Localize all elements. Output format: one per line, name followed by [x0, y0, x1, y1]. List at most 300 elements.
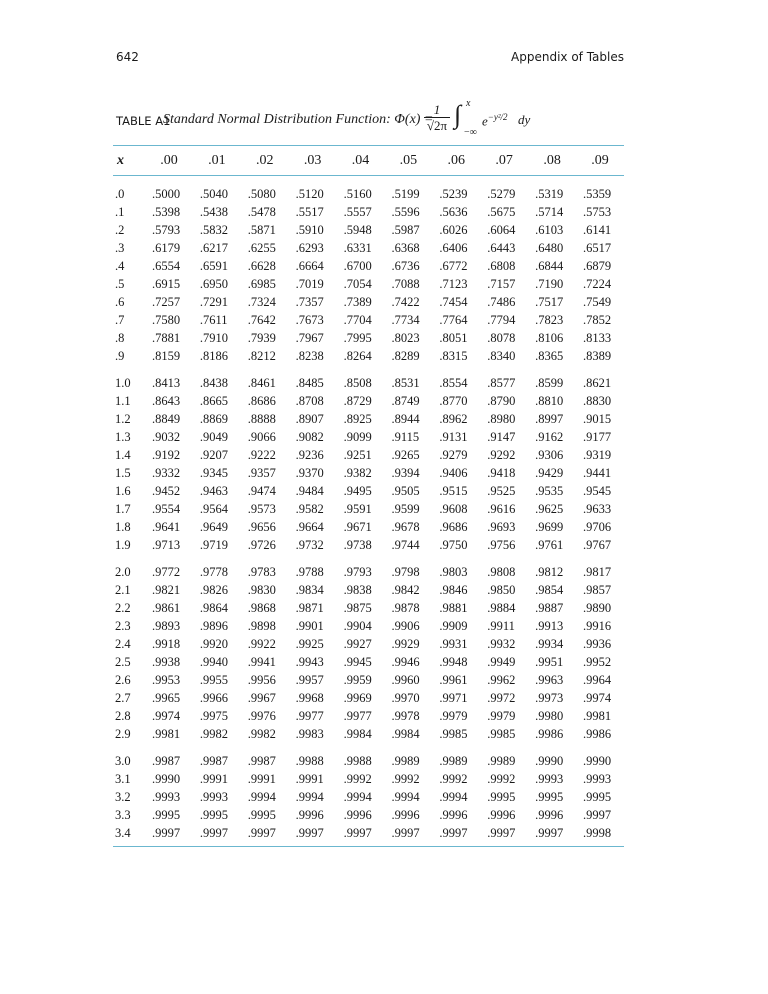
phi-value-cell: .9772 — [152, 565, 181, 579]
table-row — [113, 788, 624, 806]
x-value-cell: .2 — [115, 223, 125, 237]
phi-value-cell: .8389 — [583, 349, 612, 363]
phi-value-cell: .9744 — [391, 538, 420, 552]
phi-value-cell: .9906 — [391, 619, 420, 633]
x-value-cell: 3.2 — [115, 790, 131, 804]
phi-value-cell: .7088 — [391, 277, 420, 291]
integrand-base: e — [482, 113, 488, 129]
phi-value-cell: .8849 — [152, 412, 181, 426]
phi-value-cell: .9995 — [247, 808, 276, 822]
phi-value-cell: .7422 — [391, 295, 420, 309]
x-value-cell: .5 — [115, 277, 125, 291]
phi-value-cell: .9147 — [487, 430, 516, 444]
phi-value-cell: .5319 — [535, 187, 564, 201]
phi-value-cell: .9992 — [391, 772, 420, 786]
phi-value-cell: .9989 — [487, 754, 516, 768]
phi-value-cell: .9726 — [247, 538, 276, 552]
phi-value-cell: .6772 — [439, 259, 468, 273]
phi-value-cell: .9591 — [343, 502, 372, 516]
phi-value-cell: .7580 — [152, 313, 181, 327]
phi-value-cell: .6331 — [343, 241, 372, 255]
phi-value-cell: .8997 — [535, 412, 564, 426]
column-header: .02 — [241, 146, 289, 176]
phi-value-cell: .7157 — [487, 277, 516, 291]
phi-value-cell: .9956 — [247, 673, 276, 687]
phi-value-cell: .9793 — [343, 565, 372, 579]
column-header: .01 — [193, 146, 241, 176]
phi-value-cell: .9641 — [152, 520, 181, 534]
phi-value-cell: .6517 — [583, 241, 612, 255]
phi-value-cell: .6103 — [535, 223, 564, 237]
phi-value-cell: .9564 — [199, 502, 229, 516]
phi-value-cell: .9699 — [535, 520, 564, 534]
phi-value-cell: .9994 — [391, 790, 420, 804]
table-row — [113, 428, 624, 446]
phi-value-cell: .9995 — [583, 790, 612, 804]
phi-value-cell: .9997 — [289, 824, 337, 847]
phi-value-cell: .6591 — [199, 259, 229, 273]
column-header: .05 — [384, 146, 432, 176]
phi-value-cell: .9987 — [152, 754, 181, 768]
phi-value-cell: .9370 — [295, 466, 324, 480]
phi-value-cell: .7995 — [343, 331, 372, 345]
phi-value-cell: .9798 — [391, 565, 420, 579]
phi-value-cell: .8264 — [343, 349, 372, 363]
phi-value-cell: .9406 — [439, 466, 468, 480]
x-value-cell: 1.0 — [115, 376, 131, 390]
x-value-cell: .4 — [115, 259, 125, 273]
table-label: TABLE A1 — [116, 114, 171, 128]
column-header: .03 — [289, 146, 337, 176]
phi-value-cell: .9977 — [295, 709, 324, 723]
phi-value-cell: .9986 — [535, 727, 564, 741]
phi-value-cell: .7454 — [439, 295, 468, 309]
phi-value-cell: .9474 — [247, 484, 276, 498]
table-row — [113, 446, 624, 464]
phi-value-cell: .9783 — [247, 565, 276, 579]
phi-value-cell: .9656 — [247, 520, 276, 534]
phi-value-cell: .9394 — [391, 466, 420, 480]
phi-value-cell: .9803 — [439, 565, 468, 579]
phi-value-cell: .9678 — [391, 520, 420, 534]
phi-value-cell: .8790 — [487, 394, 516, 408]
phi-value-cell: .8980 — [487, 412, 516, 426]
phi-value-cell: .9998 — [576, 824, 624, 847]
phi-value-cell: .9995 — [487, 790, 516, 804]
table-row — [113, 464, 624, 482]
phi-value-cell: .8643 — [152, 394, 181, 408]
phi-value-cell: .9991 — [295, 772, 324, 786]
phi-value-cell: .5279 — [487, 187, 516, 201]
x-value-cell: 2.7 — [115, 691, 131, 705]
x-value-cell: 2.3 — [115, 619, 131, 633]
phi-value-cell: .9345 — [199, 466, 229, 480]
phi-value-cell: .8365 — [535, 349, 564, 363]
phi-value-cell: .7881 — [152, 331, 181, 345]
phi-value-cell: .7291 — [199, 295, 229, 309]
phi-value-cell: .9599 — [391, 502, 420, 516]
phi-value-cell: .7549 — [583, 295, 612, 309]
x-value-cell: .8 — [115, 331, 125, 345]
phi-value-cell: .5398 — [152, 205, 181, 219]
phi-value-cell: .9671 — [343, 520, 372, 534]
phi-value-cell: .7794 — [487, 313, 516, 327]
phi-value-cell: .9864 — [199, 601, 229, 615]
phi-value-cell: .6443 — [487, 241, 516, 255]
phi-value-cell: .8621 — [583, 376, 612, 390]
phi-value-cell: .9319 — [583, 448, 612, 462]
phi-value-cell: .9996 — [343, 808, 372, 822]
phi-value-cell: .9357 — [247, 466, 276, 480]
phi-value-cell: .7704 — [343, 313, 372, 327]
phi-value-cell: .9582 — [295, 502, 324, 516]
phi-value-cell: .9032 — [152, 430, 181, 444]
phi-value-cell: .9972 — [487, 691, 516, 705]
phi-value-cell: .6700 — [343, 259, 372, 273]
phi-value-cell: .5438 — [199, 205, 229, 219]
phi-value-cell: .9952 — [583, 655, 612, 669]
table-row — [113, 671, 624, 689]
table-row — [113, 554, 624, 581]
table-row — [113, 221, 624, 239]
phi-value-cell: .9279 — [439, 448, 468, 462]
phi-value-cell: .9868 — [247, 601, 276, 615]
phi-value-cell: .9931 — [439, 637, 468, 651]
x-value-cell: .6 — [115, 295, 125, 309]
phi-value-cell: .9505 — [391, 484, 420, 498]
phi-value-cell: .9932 — [487, 637, 516, 651]
phi-value-cell: .6293 — [295, 241, 324, 255]
phi-value-cell: .8665 — [199, 394, 229, 408]
phi-value-cell: .9441 — [583, 466, 612, 480]
phi-value-cell: .9719 — [199, 538, 229, 552]
phi-value-cell: .9222 — [247, 448, 276, 462]
phi-value-cell: .9429 — [535, 466, 564, 480]
table-caption — [116, 98, 636, 142]
phi-value-cell: .9881 — [439, 601, 468, 615]
phi-value-cell: .8599 — [535, 376, 564, 390]
phi-value-cell: .8531 — [391, 376, 420, 390]
page-number: 642 — [116, 50, 139, 64]
phi-value-cell: .5871 — [247, 223, 276, 237]
formula-numerator: 1 — [433, 102, 441, 117]
phi-value-cell: .9788 — [295, 565, 324, 579]
phi-value-cell: .9967 — [247, 691, 276, 705]
phi-value-cell: .9918 — [152, 637, 181, 651]
x-value-cell: 2.9 — [115, 727, 131, 741]
phi-value-cell: .9251 — [343, 448, 372, 462]
phi-value-cell: .6844 — [535, 259, 564, 273]
phi-value-cell: .8051 — [439, 331, 468, 345]
phi-value-cell: .5120 — [295, 187, 324, 201]
phi-value-cell: .9834 — [295, 583, 324, 597]
phi-value-cell: .9993 — [152, 790, 181, 804]
table-row — [113, 581, 624, 599]
phi-value-cell: .9997 — [384, 824, 432, 847]
phi-value-cell: .9988 — [295, 754, 324, 768]
phi-value-cell: .9756 — [487, 538, 516, 552]
phi-value-cell: .9996 — [295, 808, 324, 822]
x-value-cell: 1.7 — [115, 502, 131, 516]
phi-value-cell: .8315 — [439, 349, 468, 363]
x-value-cell: 1.4 — [115, 448, 131, 462]
phi-value-cell: .5199 — [391, 187, 420, 201]
phi-value-cell: .9980 — [535, 709, 564, 723]
phi-value-cell: .9850 — [487, 583, 516, 597]
table-row — [113, 824, 624, 847]
phi-value-cell: .9990 — [152, 772, 181, 786]
table-row — [113, 518, 624, 536]
phi-value-cell: .9767 — [583, 538, 612, 552]
x-value-cell: 1.3 — [115, 430, 131, 444]
table-row — [113, 770, 624, 788]
phi-value-cell: .8485 — [295, 376, 324, 390]
phi-value-cell: .9913 — [535, 619, 564, 633]
phi-value-cell: .5517 — [295, 205, 324, 219]
table-row — [113, 365, 624, 392]
table-body — [113, 176, 624, 847]
phi-value-cell: .8962 — [439, 412, 468, 426]
formula-fraction — [424, 102, 450, 134]
phi-value-cell: .6736 — [391, 259, 420, 273]
phi-value-cell: .9131 — [439, 430, 468, 444]
phi-value-cell: .9265 — [391, 448, 420, 462]
x-value-cell: 3.3 — [115, 808, 131, 822]
phi-value-cell: .9292 — [487, 448, 516, 462]
phi-value-cell: .9964 — [583, 673, 612, 687]
phi-value-cell: .9616 — [487, 502, 516, 516]
phi-value-cell: .9993 — [535, 772, 564, 786]
phi-value-cell: .5596 — [391, 205, 420, 219]
phi-value-cell: .9535 — [535, 484, 564, 498]
phi-value-cell: .7190 — [535, 277, 564, 291]
phi-value-cell: .9997 — [241, 824, 289, 847]
phi-value-cell: .7734 — [391, 313, 420, 327]
phi-value-cell: .7357 — [295, 295, 324, 309]
phi-value-cell: .9996 — [487, 808, 516, 822]
phi-value-cell: .9573 — [247, 502, 276, 516]
x-value-cell: 2.2 — [115, 601, 131, 615]
phi-value-cell: .5636 — [439, 205, 468, 219]
phi-value-cell: .9996 — [439, 808, 468, 822]
phi-value-cell: .9997 — [193, 824, 241, 847]
phi-value-cell: .5753 — [583, 205, 612, 219]
phi-value-cell: .6255 — [247, 241, 276, 255]
phi-value-cell: .9115 — [391, 430, 420, 444]
phi-value-cell: .7486 — [487, 295, 516, 309]
phi-value-cell: .9997 — [337, 824, 385, 847]
x-value-cell: 2.1 — [115, 583, 131, 597]
phi-value-cell: .9959 — [343, 673, 372, 687]
phi-value-cell: .7823 — [535, 313, 564, 327]
phi-value-cell: .6368 — [391, 241, 420, 255]
phi-value-cell: .9495 — [343, 484, 372, 498]
table-row — [113, 482, 624, 500]
table-row — [113, 725, 624, 743]
table-row — [113, 410, 624, 428]
phi-value-cell: .5714 — [535, 205, 564, 219]
x-value-cell: .0 — [115, 187, 125, 201]
column-header: .08 — [528, 146, 576, 176]
phi-value-cell: .5000 — [152, 187, 181, 201]
phi-value-cell: .9973 — [535, 691, 564, 705]
phi-value-cell: .9974 — [152, 709, 181, 723]
phi-value-cell: .9916 — [583, 619, 612, 633]
phi-value-cell: .9945 — [343, 655, 372, 669]
phi-value-cell: .9997 — [145, 824, 193, 847]
phi-value-cell: .9162 — [535, 430, 564, 444]
phi-value-cell: .9966 — [199, 691, 229, 705]
phi-value-cell: .9991 — [199, 772, 229, 786]
phi-value-cell: .9988 — [343, 754, 372, 768]
phi-value-cell: .9979 — [487, 709, 516, 723]
phi-value-cell: .9974 — [583, 691, 612, 705]
x-value-cell: 2.6 — [115, 673, 131, 687]
phi-value-cell: .9990 — [583, 754, 612, 768]
phi-value-cell: .5948 — [343, 223, 372, 237]
phi-value-cell: .9649 — [199, 520, 229, 534]
phi-value-cell: .7517 — [535, 295, 564, 309]
phi-value-cell: .9978 — [391, 709, 420, 723]
phi-value-cell: .9099 — [343, 430, 372, 444]
phi-value-cell: .9987 — [199, 754, 229, 768]
phi-value-cell: .5832 — [199, 223, 229, 237]
phi-value-cell: .7967 — [295, 331, 324, 345]
phi-value-cell: .9207 — [199, 448, 229, 462]
phi-value-cell: .9989 — [391, 754, 420, 768]
phi-formula — [408, 98, 648, 142]
phi-value-cell: .6915 — [152, 277, 181, 291]
phi-value-cell: .9898 — [247, 619, 276, 633]
table-row — [113, 653, 624, 671]
normal-distribution-table — [113, 145, 624, 847]
phi-value-cell: .9960 — [391, 673, 420, 687]
table-title: Standard Normal Distribution Function: Φ(x) = — [163, 112, 434, 127]
phi-value-cell: .9936 — [583, 637, 612, 651]
phi-value-cell: .9997 — [480, 824, 528, 847]
phi-value-cell: .5080 — [247, 187, 276, 201]
phi-value-cell: .8888 — [247, 412, 276, 426]
phi-value-cell: .9857 — [583, 583, 612, 597]
table-row — [113, 689, 624, 707]
phi-value-cell: .9997 — [583, 808, 612, 822]
phi-value-cell: .9985 — [439, 727, 468, 741]
column-header: .07 — [480, 146, 528, 176]
phi-value-cell: .7939 — [247, 331, 276, 345]
phi-value-cell: .7673 — [295, 313, 324, 327]
phi-value-cell: .9934 — [535, 637, 564, 651]
phi-value-cell: .6141 — [583, 223, 612, 237]
phi-value-cell: .9943 — [295, 655, 324, 669]
phi-value-cell: .9996 — [535, 808, 564, 822]
formula-denominator: √2π — [426, 118, 448, 133]
phi-value-cell: .9970 — [391, 691, 420, 705]
phi-value-cell: .9976 — [247, 709, 276, 723]
phi-value-cell: .9778 — [199, 565, 229, 579]
phi-value-cell: .8869 — [199, 412, 229, 426]
x-value-cell: 1.8 — [115, 520, 131, 534]
phi-value-cell: .9985 — [487, 727, 516, 741]
phi-value-cell: .9981 — [583, 709, 612, 723]
phi-value-cell: .9994 — [295, 790, 324, 804]
column-header: .00 — [145, 146, 193, 176]
phi-value-cell: .6628 — [247, 259, 276, 273]
phi-value-cell: .6179 — [152, 241, 181, 255]
phi-value-cell: .7019 — [295, 277, 324, 291]
phi-value-cell: .9066 — [247, 430, 276, 444]
phi-value-cell: .6985 — [247, 277, 276, 291]
phi-value-cell: .7054 — [343, 277, 372, 291]
phi-value-cell: .9738 — [343, 538, 372, 552]
phi-value-cell: .9984 — [343, 727, 372, 741]
x-value-cell: 2.4 — [115, 637, 131, 651]
phi-value-cell: .9995 — [535, 790, 564, 804]
phi-value-cell: .9082 — [295, 430, 324, 444]
phi-value-cell: .5040 — [199, 187, 229, 201]
phi-value-cell: .5160 — [343, 187, 372, 201]
phi-value-cell: .9608 — [439, 502, 468, 516]
phi-value-cell: .9890 — [583, 601, 612, 615]
phi-value-cell: .9904 — [343, 619, 372, 633]
phi-value-cell: .9236 — [295, 448, 324, 462]
phi-value-cell: .5478 — [247, 205, 276, 219]
phi-value-cell: .8461 — [247, 376, 276, 390]
x-value-cell: 3.4 — [113, 824, 145, 847]
phi-value-cell: .9929 — [391, 637, 420, 651]
phi-value-cell: .9941 — [247, 655, 276, 669]
phi-value-cell: .9418 — [487, 466, 516, 480]
phi-value-cell: .5557 — [343, 205, 372, 219]
phi-value-cell: .9922 — [247, 637, 276, 651]
phi-value-cell: .9821 — [152, 583, 181, 597]
x-value-cell: 1.2 — [115, 412, 131, 426]
phi-value-cell: .8554 — [439, 376, 468, 390]
phi-value-cell: .9693 — [487, 520, 516, 534]
phi-value-cell: .9452 — [152, 484, 181, 498]
running-head: Appendix of Tables — [511, 50, 624, 64]
phi-value-cell: .8023 — [391, 331, 420, 345]
phi-value-cell: .9817 — [583, 565, 612, 579]
phi-value-cell: .9965 — [152, 691, 181, 705]
table-row — [113, 617, 624, 635]
phi-value-cell: .8159 — [152, 349, 181, 363]
x-value-cell: 3.0 — [115, 754, 131, 768]
phi-value-cell: .9994 — [343, 790, 372, 804]
phi-value-cell: .9875 — [343, 601, 372, 615]
phi-value-cell: .9977 — [343, 709, 372, 723]
phi-value-cell: .6480 — [535, 241, 564, 255]
phi-value-cell: .7324 — [247, 295, 276, 309]
table-row — [113, 392, 624, 410]
table-row — [113, 311, 624, 329]
phi-value-cell: .8438 — [199, 376, 229, 390]
phi-value-cell: .9884 — [487, 601, 516, 615]
table-row — [113, 257, 624, 275]
phi-value-cell: .9484 — [295, 484, 324, 498]
phi-value-cell: .7852 — [583, 313, 612, 327]
x-value-cell: .3 — [115, 241, 125, 255]
phi-value-cell: .8289 — [391, 349, 420, 363]
phi-value-cell: .9925 — [295, 637, 324, 651]
phi-value-cell: .8810 — [535, 394, 564, 408]
phi-value-cell: .9846 — [439, 583, 468, 597]
phi-value-cell: .8238 — [295, 349, 324, 363]
phi-value-cell: .5793 — [152, 223, 181, 237]
phi-value-cell: .9826 — [199, 583, 229, 597]
phi-value-cell: .9991 — [247, 772, 276, 786]
phi-value-cell: .9990 — [535, 754, 564, 768]
phi-value-cell: .5359 — [583, 187, 612, 201]
